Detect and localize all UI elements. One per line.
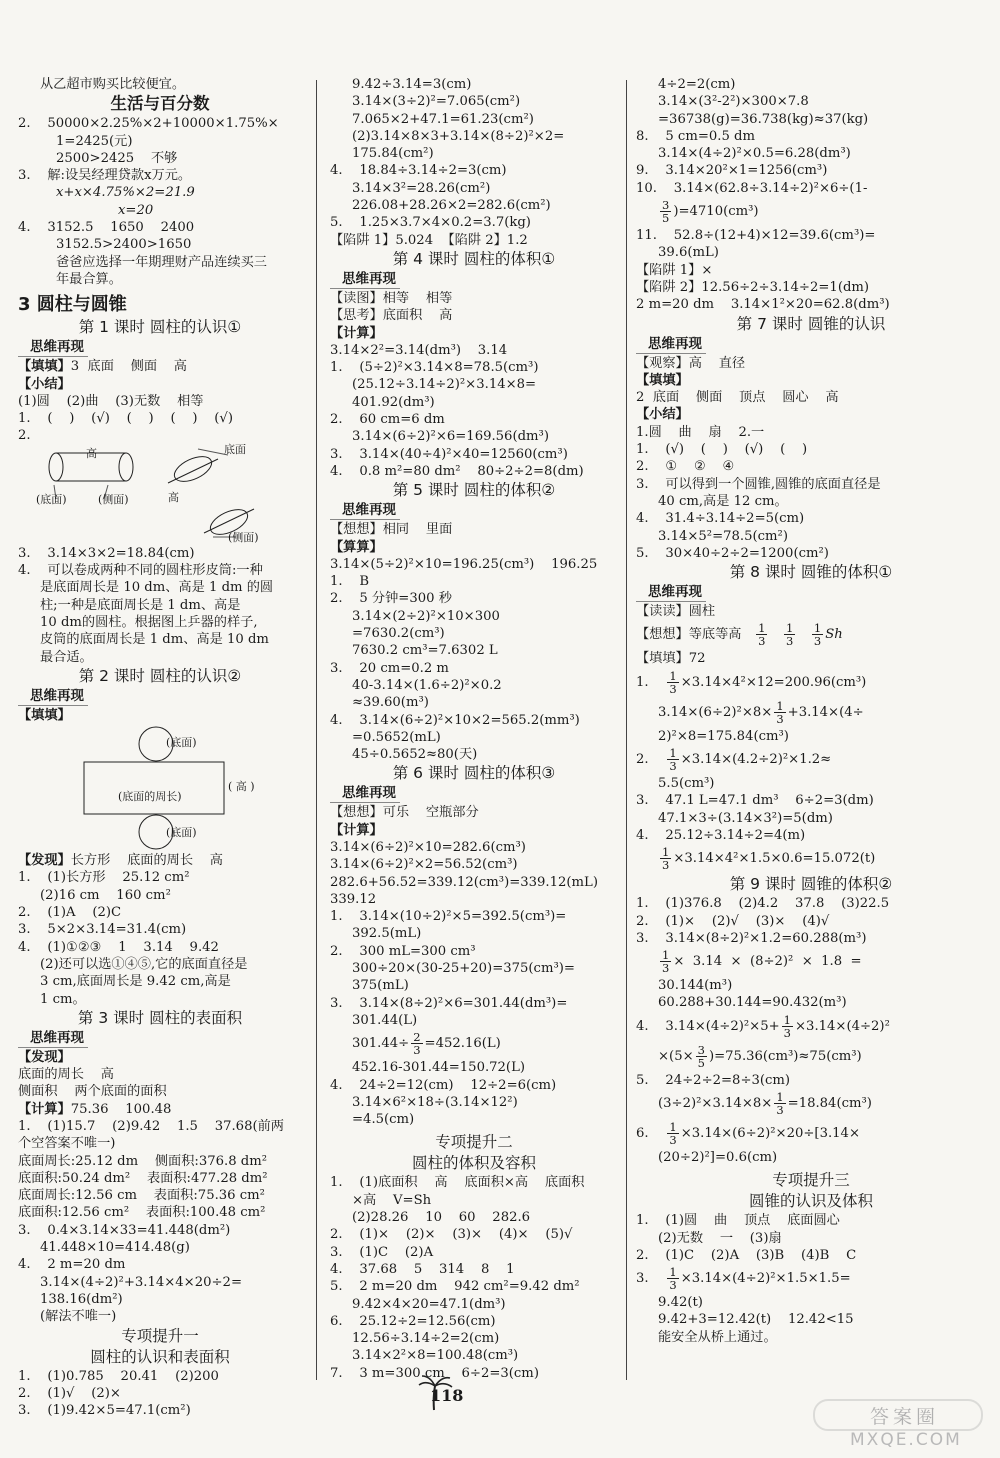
fraction — [660, 846, 671, 871]
text-line: (解法不唯一) — [40, 1309, 117, 1325]
text-line: 【想想】可乐 空瓶部分 — [330, 805, 479, 821]
fraction — [782, 1014, 793, 1039]
text-line: 【陷阱 1】× — [636, 262, 713, 278]
fraction-line — [636, 197, 986, 227]
lesson-title: 第 4 课时 圆柱的体积① — [392, 249, 556, 268]
fraction — [774, 700, 785, 725]
text-line: 1. (1)长方形 25.12 cm² — [18, 870, 190, 886]
numerator: 1 — [669, 1119, 677, 1134]
numerator: 1 — [785, 621, 794, 636]
text-line: 3. 3.14×3×2=18.84(cm) — [18, 545, 195, 561]
numerator: 1 — [776, 698, 784, 713]
denominator: 3 — [413, 1043, 421, 1058]
text-line: 7630.2 cm³=7.6302 L — [352, 643, 498, 659]
text-part: × 3.14 × (8÷2)² × 1.8 = — [673, 954, 862, 970]
text-line: (1)圆 (2)曲 (3)无数 相等 — [18, 393, 204, 409]
text-line: 2. (1)× (2)√ (3)× (4)√ — [636, 913, 830, 929]
text-line: 4. 0.8 m²=80 dm² 80÷2÷2=8(dm) — [330, 463, 584, 479]
text-line: (25.12÷3.14÷2)²×3.14×8= — [352, 377, 537, 393]
text-line: 3.14×2²=3.14(dm³) 3.14 — [330, 342, 508, 358]
text-line: 40 cm,高是 12 cm。 — [658, 493, 788, 509]
figure-label: (侧面) — [228, 530, 259, 544]
thought-heading: 思维再现 — [18, 338, 88, 357]
text-line: 175.84(cm²) — [352, 146, 434, 162]
figure-label: 高 — [168, 490, 179, 504]
text-line: =4.5(cm) — [352, 1112, 415, 1128]
text-line: 3. 3.14×(40÷4)²×40=12560(cm³) — [330, 446, 568, 462]
special-subtitle: 圆柱的体积及容积 — [411, 1154, 536, 1173]
fraction — [774, 1091, 785, 1116]
lesson-title: 第 1 课时 圆柱的认识① — [78, 318, 242, 337]
text-line: 2. (1)C (2)A (3)B (4)B C — [636, 1247, 857, 1263]
denominator: 3 — [758, 634, 766, 649]
text-line: 1. (1)底面积 高 底面积×高 底面积 — [330, 1175, 585, 1191]
text-line: 7.065×2+47.1=61.23(cm²) — [352, 111, 534, 127]
section-title: 生活与百分数 — [110, 94, 210, 114]
text-line: 2 底面 侧面 顶点 圆心 高 — [636, 390, 839, 406]
text-line: 柱;一种是底面周长是 1 dm、高是 — [40, 597, 241, 613]
text-line: 3.14×(6÷2)²×10=282.6(cm³) — [330, 839, 526, 855]
text-part: (3÷2)²×3.14×8× — [658, 1095, 773, 1111]
column-rule-2 — [626, 80, 627, 1380]
figure-label: (侧面) — [98, 492, 129, 506]
thought-heading: 思维再现 — [330, 784, 400, 803]
figure-label: (底面) — [166, 826, 197, 840]
denominator: 3 — [783, 1025, 791, 1040]
text-line: 5. 2 m=20 dm 942 cm²=9.42 dm² — [330, 1279, 580, 1295]
tag-label: 【计算】 — [330, 822, 383, 838]
denominator: 3 — [776, 711, 784, 726]
text-part: +3.14×(4÷ — [787, 704, 864, 720]
text-line: 【想想】相同 里面 — [330, 522, 453, 538]
text-line: 226.08+28.26×2=282.6(cm²) — [352, 198, 551, 214]
text-line: 底面周长:25.12 dm 侧面积:376.8 dm² — [18, 1153, 268, 1169]
tag-label: 【填填】 — [18, 707, 71, 723]
figure-label: ( 高 ) — [228, 780, 255, 794]
text-line: 3.14×6²×18÷(3.14×12²) — [352, 1094, 518, 1110]
thought-heading: 思维再现 — [18, 687, 88, 706]
thought-heading: 思维再现 — [330, 270, 400, 289]
text-line: 年最合算。 — [56, 271, 122, 287]
text-line: 5.5(cm³) — [658, 776, 715, 792]
special-title: 专项提升二 — [435, 1133, 513, 1152]
fraction — [696, 1044, 707, 1069]
text-line: 9.42÷3.14=3(cm) — [352, 77, 472, 92]
text-part: ×(5× — [658, 1048, 694, 1064]
text-part: )=75.36(cm³)≈75(cm³) — [708, 1048, 862, 1064]
figure-label: 高 — [86, 446, 97, 460]
numerator: 3 — [662, 198, 670, 213]
text-line: 是底面周长是 10 dm、高是 1 dm 的圆 — [40, 580, 274, 596]
text-line: 41.448×10=414.48(g) — [40, 1240, 190, 1256]
text-line: 1=2425(元) — [56, 133, 133, 149]
fraction-line — [636, 1012, 986, 1042]
text-part: 3.14×(6÷2)²×8× — [658, 704, 773, 720]
text-line: 282.6+56.52=339.12(cm³)=339.12(mL) — [330, 874, 598, 890]
text-part: =18.84(cm³) — [787, 1095, 872, 1111]
text-line: 138.16(dm²) — [40, 1291, 123, 1307]
text-line: 3.14×(2÷2)²×10×300 — [352, 608, 500, 624]
watermark-text: MXQE.COM — [850, 1430, 962, 1450]
numerator: 1 — [813, 621, 822, 636]
tag-label: 【算算】 — [330, 539, 383, 555]
text-line: 2. 300 mL=300 cm³ — [330, 943, 476, 959]
text-line: 侧面积 两个底面的面积 — [18, 1084, 167, 1100]
text-line: 3. 20 cm=0.2 m — [330, 660, 449, 676]
thought-heading: 思维再现 — [330, 501, 400, 520]
text-line: 6. 25.12÷2=12.56(cm) — [330, 1313, 496, 1329]
fraction-line: 1. $\frac{1}{3}$ ×3.14×4²×12=200.96(cm³) — [636, 668, 867, 696]
text-line: 4. 3152.5 1650 2400 — [18, 220, 195, 236]
column-right — [636, 76, 986, 1346]
text-line: 3. 可以得到一个圆锥,圆锥的底面直径是 — [636, 476, 881, 492]
lesson-title: 第 8 课时 圆锥的体积① — [729, 563, 893, 582]
fraction — [660, 199, 671, 224]
fraction — [667, 1121, 678, 1146]
text-line: (2)无数 一 (3)扇 — [658, 1230, 782, 1246]
denominator: 5 — [697, 1055, 705, 1070]
text-part: ×3.14×(4.2÷2)²×1.2≈ — [680, 752, 832, 768]
text-line: 1. (1)15.7 (2)9.42 1.5 37.68(前两 — [18, 1118, 284, 1134]
text-line: 3. (1)9.42×5=47.1(cm²) — [18, 1403, 191, 1419]
numerator: 1 — [776, 1089, 784, 1104]
special-title: 专项提升一 — [121, 1326, 199, 1345]
text-line: 从乙超市购买比较便宜。 — [40, 77, 186, 92]
numerator: 1 — [669, 1265, 677, 1280]
text-line: 【填填】72 — [636, 651, 706, 667]
fraction-line — [636, 620, 986, 650]
numerator: 1 — [662, 845, 670, 860]
text-line: (20÷2)²]=0.6(cm) — [658, 1149, 778, 1165]
figure-label: 底面 — [224, 442, 246, 456]
text-line: 长方形 底面的周长 高 — [70, 853, 223, 869]
numerator: 1 — [758, 621, 766, 636]
text-line: 3.14×2²×8=100.48(cm³) — [352, 1348, 519, 1364]
text-line: 4. (1)①②③ 1 3.14 9.42 — [18, 939, 219, 955]
figure-label: (底面) — [36, 492, 67, 506]
text-line: 5. 24÷2÷2=8÷3(cm) — [636, 1072, 791, 1088]
cylinder-net-figure — [18, 726, 302, 850]
text-line: 2 m=20 dm 3.14×1²×20=62.8(dm³) — [636, 297, 890, 313]
text-line: 5. 1.25×3.7×4×0.2=3.7(kg) — [330, 215, 531, 231]
text-part: ×3.14×4²×12=200.96(cm³) — [680, 674, 867, 690]
text-line: 2. 5 分钟=300 秒 — [330, 591, 452, 607]
text-line: 皮筒的底面周长是 1 dm、高是 10 dm — [40, 632, 269, 648]
text-line: 能安全从桥上通过。 — [658, 1329, 777, 1345]
text-line: 3.14×(3÷2)²=7.065(cm²) — [352, 94, 521, 110]
text-line: 2. — [18, 428, 31, 444]
denominator: 5 — [662, 211, 670, 226]
text-line: 3.14×(3²-2²)×300×7.8 — [658, 94, 809, 110]
watermark-stamp-text: 答案圈 — [870, 1406, 940, 1428]
text-line: ×高 V=Sh — [352, 1192, 432, 1208]
text-line: 47.1×3÷(3.14×3²)=5(dm) — [658, 810, 833, 826]
text-line: 9. 3.14×20²×1=1256(cm³) — [636, 163, 828, 179]
fraction-line — [636, 1042, 986, 1072]
figure-label: (底面) — [166, 736, 197, 750]
text-line: 2. (1)√ (2)× — [18, 1385, 121, 1401]
tag-label: 【填填】 — [18, 359, 71, 375]
text-line: x+x×4.75%×2=21.9 — [56, 185, 195, 201]
text-line: 4. 37.68 5 314 8 1 — [330, 1261, 515, 1277]
fraction-line: 2. $\frac{1}{3}$ ×3.14×(4.2÷2)²×1.2≈ — [636, 746, 832, 774]
text-line: 1. (5÷2)²×3.14×8=78.5(cm³) — [330, 360, 539, 376]
denominator: 3 — [669, 681, 677, 696]
lesson-title: 第 5 课时 圆柱的体积② — [392, 481, 556, 500]
text-line: 3. 0.4×3.14×33=41.448(dm²) — [18, 1222, 231, 1238]
fraction-line — [636, 698, 986, 728]
text-line: (2)28.26 10 60 282.6 — [352, 1210, 531, 1226]
text-part: ×3.14×(6÷2)²×20÷[3.14× — [680, 1125, 860, 1141]
thought-heading: 思维再现 — [18, 1029, 88, 1048]
text-part: Sh — [825, 627, 843, 643]
text-line: 底面积:12.56 cm² 表面积:100.48 cm² — [18, 1205, 266, 1221]
text-line: 1. (1)圆 曲 顶点 底面圆心 — [636, 1213, 840, 1229]
text-line: 最合适。 — [40, 649, 93, 665]
numerator: 1 — [669, 668, 677, 683]
text-line: 39.6(mL) — [658, 245, 719, 261]
text-line: 4. 可以卷成两种不同的圆柱形皮筒:一种 — [18, 563, 263, 579]
text-line: 7. 3 m=300 cm 6÷2=3(cm) — [330, 1365, 539, 1381]
denominator: 3 — [776, 1102, 784, 1117]
text-line: 452.16-301.44=150.72(L) — [352, 1060, 525, 1076]
text-line: 9.42(t) — [658, 1295, 703, 1311]
text-line: 4. 25.12÷3.14÷2=4(m) — [636, 827, 806, 843]
fraction — [667, 670, 678, 695]
text-line: 1. (√) ( ) (√) ( ) — [636, 442, 808, 458]
text-line: 375(mL) — [352, 978, 409, 994]
cylinder-figure — [18, 442, 302, 544]
text-line: 3152.5>2400>1650 — [56, 237, 192, 253]
text-line: 底面的周长 高 — [18, 1067, 114, 1083]
fraction-line: 6. $\frac{1}{3}$ ×3.14×(6÷2)²×20÷[3.14× — [636, 1119, 860, 1147]
text-line: (2)16 cm 160 cm² — [40, 887, 171, 903]
fraction — [784, 622, 795, 647]
text-line: 30.144(m³) — [658, 978, 733, 994]
text-line: 4÷2=2(cm) — [658, 77, 736, 92]
text-line: 1 cm。 — [40, 991, 86, 1007]
text-line: 3 cm,底面周长是 9.42 cm,高是 — [40, 974, 231, 990]
lesson-title: 第 3 课时 圆柱的表面积 — [77, 1008, 243, 1027]
text-line: 3. 47.1 L=47.1 dm³ 6÷2=3(dm) — [636, 793, 874, 809]
text-line: 底面周长:12.56 cm 表面积:75.36 cm² — [18, 1188, 265, 1204]
text-line: 10 dm的圆柱。根据图上乒器的样子, — [40, 614, 258, 630]
thought-heading: 思维再现 — [636, 583, 706, 602]
column-rule-1 — [316, 80, 317, 1380]
text-line: 2500>2425 不够 — [56, 150, 178, 166]
text-part: ×3.14×4²×1.5×0.6=15.072(t) — [673, 851, 876, 867]
text-line: 11. 52.8÷(12+4)×12=39.6(cm³)= — [636, 228, 876, 244]
text-line: 12.56÷3.14÷2=2(cm) — [352, 1331, 500, 1347]
denominator: 3 — [669, 759, 677, 774]
numerator: 1 — [783, 1012, 791, 1027]
text-line: 8. 5 cm=0.5 dm — [636, 128, 755, 144]
column-middle — [330, 76, 618, 1382]
figure-label: (底面的周长) — [118, 790, 182, 804]
tag-label: 【发现】 — [18, 1049, 71, 1065]
text-line: 4. 3.14×(6÷2)²×10×2=565.2(mm³) — [330, 712, 580, 728]
text-line: 9.42×4×20=47.1(dm³) — [352, 1296, 506, 1312]
text-line: 401.92(dm³) — [352, 394, 435, 410]
text-line: 1. 3.14×(10÷2)²×5=392.5(cm³)= — [330, 909, 567, 925]
tag-label: 【小结】 — [18, 376, 71, 392]
fraction — [411, 1031, 422, 1056]
text-part: 301.44÷ — [352, 1036, 410, 1052]
text-line: 4. 24÷2=12(cm) 12÷2=6(cm) — [330, 1077, 557, 1093]
text-line: 3.14×(4÷2)²+3.14×4×20÷2= — [40, 1274, 242, 1290]
text-line: 9.42+3=12.42(t) 12.42<15 — [658, 1312, 854, 1328]
text-line: 1. ( ) (√) ( ) ( ) (√) — [18, 411, 233, 427]
text-line: 40-3.14×(1.6÷2)²×0.2 — [352, 677, 502, 693]
text-line: 3. (1)C (2)A — [330, 1244, 434, 1260]
fraction-line: 3. $\frac{1}{3}$ ×3.14×(4÷2)²×1.5×1.5= — [636, 1265, 851, 1293]
denominator: 3 — [669, 1278, 677, 1293]
text-line: 1. (1)0.785 20.41 (2)200 — [18, 1368, 219, 1384]
fraction-line — [636, 947, 986, 977]
text-line: 1.圆 曲 扇 2.一 — [636, 424, 765, 440]
text-line: 个空答案不唯一) — [18, 1136, 116, 1152]
fraction-line — [636, 1089, 986, 1119]
text-line: 3. 3.14×(8÷2)²×1.2=60.288(m³) — [636, 930, 867, 946]
text-line: 爸爸应选择一年期理财产品连续买三 — [56, 254, 267, 270]
page-number: 118 — [430, 1386, 464, 1405]
fraction — [667, 1266, 678, 1291]
text-line: ≈39.60(m³) — [352, 695, 429, 711]
text-line: 1. (1)376.8 (2)4.2 37.8 (3)22.5 — [636, 896, 890, 912]
fraction — [812, 622, 823, 647]
text-line: 3.14×3²=28.26(cm²) — [352, 180, 491, 196]
numerator: 3 — [697, 1042, 705, 1057]
text-line: 3.14×(6÷2)²×2=56.52(cm³) — [330, 857, 518, 873]
text-line: =0.5652(mL) — [352, 729, 441, 745]
fraction — [660, 949, 671, 974]
fraction — [756, 622, 767, 647]
denominator: 3 — [669, 1132, 677, 1147]
text-line: 2. 50000×2.25%×2+10000×1.75%× — [18, 116, 279, 132]
tag-label: 【计算】 — [330, 325, 383, 341]
text-line: =7630.2(cm³) — [352, 626, 445, 642]
text-line: 底面积:50.24 dm² 表面积:477.28 dm² — [18, 1170, 268, 1186]
text-part: =452.16(L) — [424, 1036, 501, 1052]
text-line: 3.14×(6÷2)²×6=169.56(dm³) — [352, 429, 549, 445]
text-line: 【陷阱 2】12.56÷2÷3.14÷2=1(dm) — [636, 279, 870, 295]
numerator: 2 — [413, 1030, 421, 1045]
text-line: 2. (1)× (2)× (3)× (4)× (5)√ — [330, 1227, 573, 1243]
tag-label: 【发现】 — [18, 853, 71, 869]
text-line: 3. 解:设吴经理贷款x万元。 — [18, 168, 192, 184]
denominator: 3 — [662, 961, 670, 976]
tag-label: 【小结】 — [636, 407, 689, 423]
column-left — [18, 76, 302, 1419]
text-part: )=4710(cm³) — [673, 204, 759, 220]
text-line: 2. 60 cm=6 dm — [330, 412, 445, 428]
text-line: 3.14×(4÷2)²×0.5=6.28(dm³) — [658, 146, 851, 162]
fraction — [667, 747, 678, 772]
special-subtitle: 圆锥的认识及体积 — [748, 1192, 873, 1211]
text-part: ×3.14×(4÷2)² — [795, 1018, 890, 1034]
denominator: 3 — [662, 858, 670, 873]
denominator: 3 — [785, 634, 794, 649]
fraction-line — [636, 844, 986, 874]
text-line: 3.14×5²=78.5(cm²) — [658, 528, 788, 544]
denominator: 3 — [813, 634, 822, 649]
text-line: 3.14×(5÷2)²×10=196.25(cm³) 196.25 — [330, 556, 598, 572]
text-line: 5. 30×40÷2÷2=1200(cm²) — [636, 545, 829, 561]
text-part: ×3.14×(4÷2)²×1.5×1.5= — [680, 1271, 851, 1287]
text-line: 45÷0.5652≈80(天) — [352, 747, 478, 763]
text-line: 3. 5×2×3.14=31.4(cm) — [18, 922, 187, 938]
text-line: 392.5(mL) — [352, 926, 422, 942]
text-line: 2)²×8=175.84(cm³) — [658, 728, 789, 744]
text-line: 4. 2 m=20 dm — [18, 1257, 126, 1273]
text-line: 75.36 100.48 — [70, 1101, 172, 1117]
text-line: 4. 18.84÷3.14÷2=3(cm) — [330, 163, 507, 179]
text-line: 【思考】底面积 高 — [330, 308, 453, 324]
text-line: (2)3.14×8×3+3.14×(8÷2)²×2= — [352, 128, 565, 144]
text-line: 301.44(L) — [352, 1012, 418, 1028]
text-line: 2. ① ② ④ — [636, 459, 735, 475]
text-line: x=20 — [118, 202, 154, 218]
special-title: 专项提升三 — [772, 1171, 850, 1190]
special-subtitle: 圆柱的认识和表面积 — [90, 1347, 230, 1366]
fraction-line — [330, 1029, 618, 1059]
tag-label: 【计算】 — [18, 1101, 71, 1117]
text-line: 【读读】圆柱 — [636, 604, 716, 620]
text-line: (2)还可以选①④⑤,它的底面直径是 — [40, 956, 248, 972]
lesson-title: 第 9 课时 圆锥的体积② — [729, 875, 893, 894]
text-line: 10. 3.14×(62.8÷3.14÷2)²×6÷(1- — [636, 180, 868, 196]
text-line: 1. B — [330, 574, 370, 590]
text-line: 3. 3.14×(8÷2)²×6=301.44(dm³)= — [330, 995, 568, 1011]
text-line: 4. 31.4÷3.14÷2=5(cm) — [636, 511, 805, 527]
text-part: 4. 3.14×(4÷2)²×5+ — [636, 1018, 780, 1034]
text-line: 【陷阱 1】5.024 【陷阱 2】1.2 — [330, 232, 528, 248]
text-line: 339.12 — [330, 891, 377, 907]
text-line: 300÷20×(30-25+20)=375(cm³)= — [352, 961, 575, 977]
text-line: 【观察】高 直径 — [636, 355, 746, 371]
lesson-title: 第 2 课时 圆柱的认识② — [78, 666, 242, 685]
thought-heading: 思维再现 — [636, 335, 706, 354]
numerator: 1 — [669, 746, 677, 761]
lesson-title: 第 6 课时 圆柱的体积③ — [392, 764, 556, 783]
lesson-title: 第 7 课时 圆锥的认识 — [736, 314, 886, 333]
text-line: 【读图】相等 相等 — [330, 290, 453, 306]
numerator: 1 — [662, 948, 670, 963]
text-line: 60.288+30.144=90.432(m³) — [658, 995, 847, 1011]
tag-label: 【填填】 — [636, 372, 689, 388]
text-line: 2. (1)A (2)C — [18, 905, 122, 921]
text-part: 【想想】等底等高 — [636, 627, 742, 643]
text-line: =36738(g)=36.738(kg)≈37(kg) — [658, 111, 869, 127]
chapter-title: 3 圆柱与圆锥 — [18, 294, 127, 316]
text-line: 3 底面 侧面 高 — [70, 359, 187, 375]
